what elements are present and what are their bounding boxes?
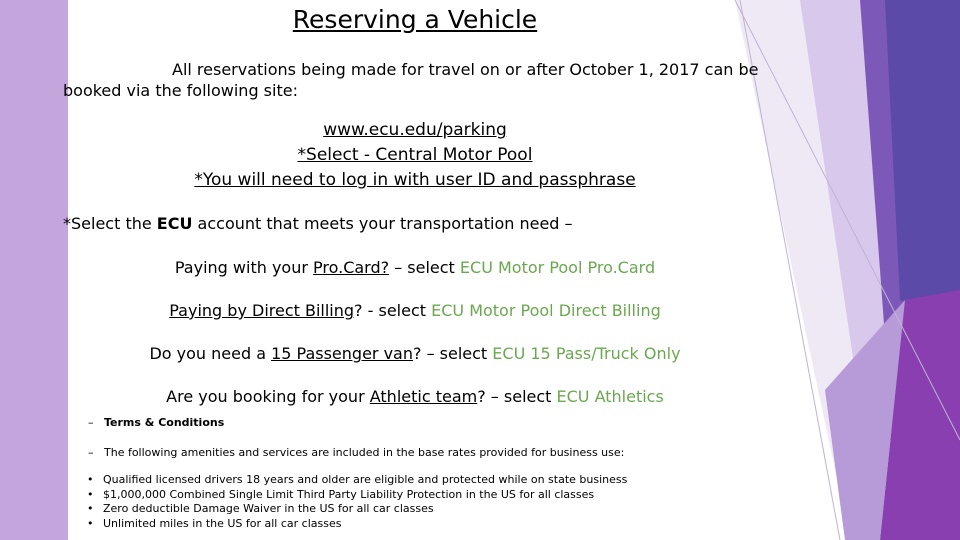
option-account-name: ECU Motor Pool Pro.Card bbox=[459, 258, 656, 277]
option-account-name: ECU Motor Pool Direct Billing bbox=[431, 301, 661, 320]
option-direct-billing bbox=[0, 301, 830, 320]
option-text: Are you booking for your bbox=[166, 387, 370, 406]
option-text: Paying with your bbox=[174, 258, 313, 277]
list-item bbox=[87, 488, 627, 503]
bullet-icon: • bbox=[87, 473, 94, 486]
list-item-text: Qualified licensed drivers 18 years and older are eligible and protected while on state business bbox=[103, 473, 628, 486]
intro-line-1: All reservations being made for travel on or after October 1, 2017 can be bbox=[172, 60, 759, 79]
list-item-text: Zero deductible Damage Waiver in the US for all car classes bbox=[103, 502, 434, 515]
option-underlined: 15 Passenger van bbox=[271, 344, 413, 363]
terms-label[interactable]: Terms & Conditions bbox=[104, 416, 225, 429]
bullet-icon: • bbox=[87, 502, 94, 515]
amenities-list bbox=[87, 473, 627, 531]
option-text: – select bbox=[389, 258, 460, 277]
dash-glyph: – bbox=[88, 446, 94, 459]
list-item-text: Unlimited miles in the US for all car classes bbox=[103, 516, 342, 530]
option-account-name: ECU 15 Pass/Truck Only bbox=[492, 344, 681, 363]
amenities-line bbox=[88, 446, 624, 459]
option-text: ? – select bbox=[413, 344, 493, 363]
select-account-line bbox=[63, 214, 573, 233]
amenities-label: The following amenities and services are included in the base rates provided for business use: bbox=[104, 446, 625, 459]
intro-line-2: booked via the following site: bbox=[63, 81, 298, 100]
bullet-icon: • bbox=[87, 516, 94, 530]
option-underlined: Athletic team bbox=[369, 387, 478, 406]
parking-link[interactable]: www.ecu.edu/parking bbox=[323, 120, 507, 140]
option-underlined: Pro.Card? bbox=[313, 258, 390, 277]
list-item bbox=[87, 517, 627, 532]
option-text: Do you need a bbox=[149, 344, 272, 363]
list-item-text: $1,000,000 Combined Single Limit Third Party Liability Protection in the US for all classes bbox=[103, 487, 595, 501]
select-pool-note: *Select - Central Motor Pool bbox=[297, 145, 533, 165]
option-text: ? - select bbox=[354, 301, 432, 320]
option-athletics bbox=[0, 387, 830, 406]
select-account-prefix: *Select the bbox=[63, 214, 157, 233]
option-account-name: ECU Athletics bbox=[556, 387, 664, 406]
option-procard bbox=[0, 258, 830, 277]
terms-line bbox=[88, 416, 224, 429]
list-item bbox=[87, 473, 627, 488]
option-text: ? – select bbox=[477, 387, 557, 406]
list-item bbox=[87, 502, 627, 517]
select-account-bold: ECU bbox=[156, 214, 193, 233]
login-note: *You will need to log in with user ID and passphrase bbox=[194, 170, 636, 190]
bullet-icon: • bbox=[87, 487, 94, 501]
option-underlined: Paying by Direct Billing bbox=[169, 301, 355, 320]
page-title: Reserving a Vehicle bbox=[292, 5, 538, 34]
option-passenger-van bbox=[0, 344, 830, 363]
dash-glyph: – bbox=[88, 416, 94, 429]
select-account-suffix: account that meets your transportation need – bbox=[192, 214, 573, 233]
